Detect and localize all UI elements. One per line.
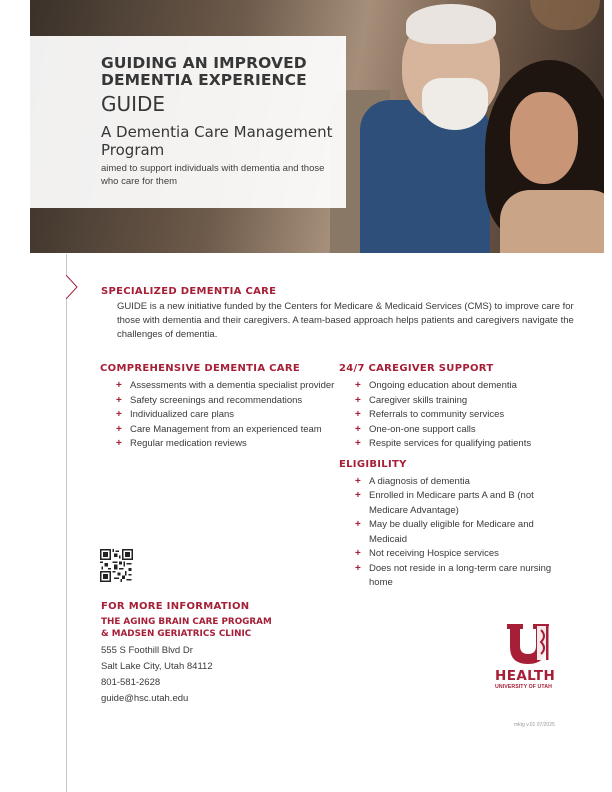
plus-icon: + [355, 394, 361, 406]
list-item: + Safety screenings and recommendations [100, 394, 335, 409]
chevron-right-icon [66, 275, 78, 299]
plus-icon: + [355, 519, 361, 530]
contact-info [101, 601, 361, 707]
qr-code-icon[interactable] [100, 549, 133, 582]
section-heading: FOR MORE INFORMATION [101, 601, 250, 612]
list-item: + Regular medication reviews [100, 437, 335, 452]
clinic-name: THE AGING BRAIN CARE PROGRAM & MADSEN GERIATRICS CLINIC [101, 617, 272, 639]
bullet-list [339, 475, 574, 591]
list-item: + Care Management from an experienced team [100, 423, 335, 438]
list-item: + Referrals to community services [339, 408, 574, 423]
plus-icon: + [355, 380, 361, 391]
list-item: + Not receiving Hospice services [339, 547, 574, 562]
comprehensive-section [100, 363, 335, 452]
photo-shape [406, 4, 496, 44]
section-heading: 24/7 CAREGIVER SUPPORT [339, 363, 494, 374]
list-item: + Respite services for qualifying patients [339, 437, 574, 452]
plus-icon: + [355, 490, 361, 501]
plus-icon: + [355, 475, 361, 487]
plus-icon: + [355, 438, 361, 449]
list-item: + A diagnosis of dementia [339, 475, 574, 490]
photo-shape [530, 0, 600, 30]
bullet-list [100, 379, 335, 452]
plus-icon: + [355, 562, 361, 574]
plus-icon: + [116, 438, 122, 449]
plus-icon: + [116, 394, 122, 406]
list-item: + Caregiver skills training [339, 394, 574, 409]
list-item: + Assessments with a dementia specialist provider [100, 379, 335, 394]
list-item: + Individualized care plans [100, 408, 335, 423]
section-heading: COMPREHENSIVE DEMENTIA CARE [100, 363, 300, 374]
list-item: + One-on-one support calls [339, 423, 574, 438]
list-item: + Enrolled in Medicare parts A and B (not Medicare Advantage) [355, 490, 534, 516]
bullet-list [339, 379, 574, 452]
address-street: 555 S Foothill Blvd Dr [101, 645, 193, 656]
photo-shape [500, 190, 604, 253]
list-item: + Does not reside in a long-term care nursing home [355, 562, 552, 588]
plus-icon: + [355, 423, 361, 435]
plus-icon: + [116, 423, 122, 435]
photo-shape [422, 78, 488, 130]
email-link[interactable]: guide@hsc.utah.edu [101, 693, 189, 704]
phone-number[interactable]: 801-581-2628 [101, 677, 161, 688]
marketing-code: mktg v.01 07/2025 [514, 722, 555, 728]
plus-icon: + [355, 409, 361, 420]
plus-icon: + [355, 548, 361, 559]
plus-icon: + [116, 380, 122, 391]
logo-university: UNIVERSITY OF UTAH [495, 684, 552, 690]
program-subtitle: A Dementia Care Management Program [101, 123, 333, 159]
left-divider [66, 254, 67, 792]
section-heading: SPECIALIZED DEMENTIA CARE [101, 286, 277, 297]
page-title: GUIDING AN IMPROVED DEMENTIA EXPERIENCE [101, 54, 307, 89]
logo-wordmark: HEALTH [495, 668, 556, 684]
program-acronym: GUIDE [101, 92, 166, 116]
specialized-section [101, 286, 581, 342]
program-description: aimed to support individuals with dementia and those who care for them [101, 163, 325, 187]
university-logo [495, 624, 565, 690]
plus-icon: + [116, 409, 122, 420]
list-item: + Ongoing education about dementia [339, 379, 574, 394]
caregiver-section [339, 363, 574, 591]
section-body: GUIDE is a new initiative funded by the Centers for Medicare & Medicaid Services (CMS) to improve care for those with dementia and their caregivers. A team-based approach helps patients and caregivers navigate the challenges of dementia. [117, 301, 574, 340]
university-u-logo-icon [507, 624, 553, 664]
list-item: + May be dually eligible for Medicare and Medicaid [355, 519, 534, 545]
address-city: Salt Lake City, Utah 84112 [101, 661, 213, 672]
photo-shape [510, 92, 578, 184]
section-heading: ELIGIBILITY [339, 458, 407, 470]
